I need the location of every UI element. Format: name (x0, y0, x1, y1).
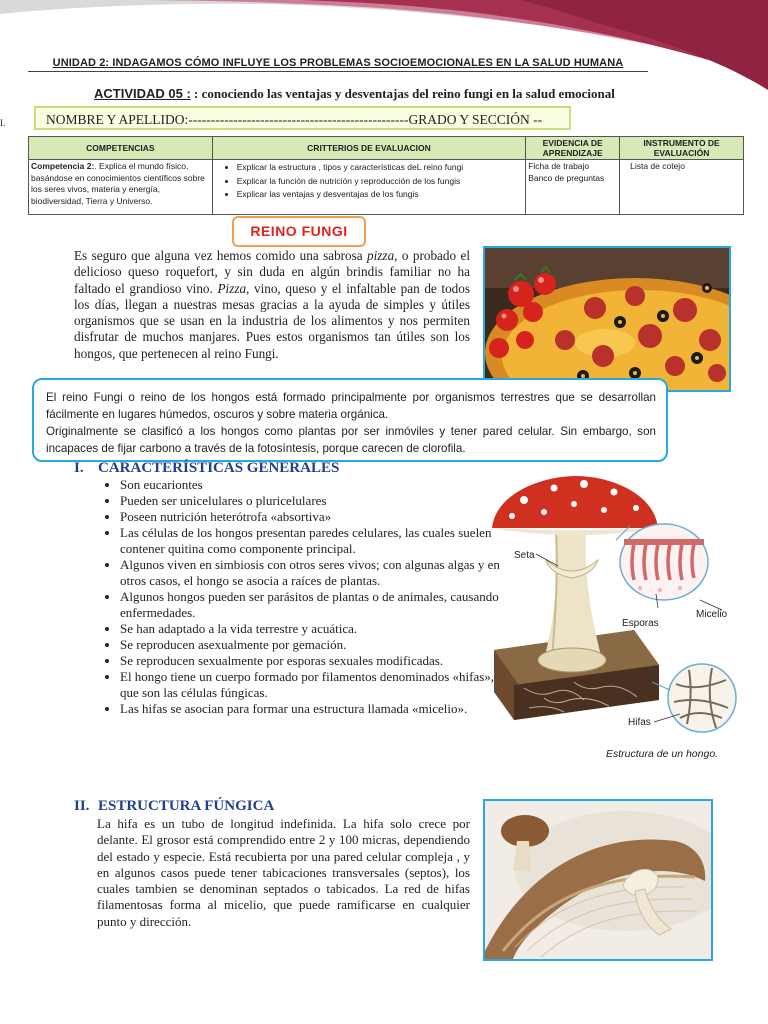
list-item: • Las hifas se asocian para formar una estructura llamada «micelio». (120, 701, 500, 717)
instrumento-value: Lista de cotejo (630, 161, 685, 171)
name-grade-field[interactable]: NOMBRE Y APELLIDO:-------------------------------------------------GRADO Y SECCIÓN -- (34, 106, 571, 130)
intro-italic-2: Pizza (217, 280, 247, 296)
definition-box (32, 378, 668, 462)
competencies-table (28, 136, 744, 215)
activity-heading (94, 86, 615, 102)
unit-title: UNIDAD 2: INDAGAMOS CÓMO INFLUYE LOS PROBLEMAS SOCIOEMOCIONALES EN LA SALUD HUMANA (52, 57, 624, 69)
header-banner (0, 0, 768, 100)
list-item: • Pueden ser unicelulares o pluricelulares (120, 493, 500, 509)
list-item: • Explicar la función de nutrición y reproducción de los fungis (237, 176, 523, 188)
list-item: • Poseen nutrición heterótrofa «absortiva» (120, 509, 500, 525)
criterios-cell (212, 160, 525, 215)
section-2-heading (74, 798, 274, 815)
label-seta: Seta (514, 550, 535, 561)
activity-label: ACTIVIDAD 05 : (94, 86, 191, 101)
label-hifas: Hifas (628, 717, 651, 728)
evidencia-cell (526, 160, 620, 215)
reino-fungi-title: REINO FUNGI (232, 216, 366, 247)
structure-paragraph: La hifa es un tubo de longitud indefinida. La hifa solo crece por delante. El grosor está comprendido entre 2 y 100 micras, dependiendo del estado y especie. Está recubierta por una pared celular compleja , y en algunos casos puede tener tabicaciones transversales (septos), los cuales tambien se denominan septados o tabicados. La red de hifas filamentosas forma al micelio, que puede ramificarse en cualquier punto y dirección. (97, 816, 470, 929)
figure-caption: Estructura de un hongo. (606, 748, 719, 760)
label-esporas: Esporas (622, 618, 659, 629)
table-row (29, 160, 744, 215)
list-item: • Se reproducen asexualmente por gemación. (120, 637, 500, 653)
list-item: • Explicar la estructura , tipos y características deL reino fungi (237, 162, 523, 174)
list-item: • Son eucariontes (120, 477, 500, 493)
section-1-title: CARACTERÍSTICAS GENERALES (98, 460, 340, 476)
table-header-row (29, 137, 744, 160)
characteristics-list (100, 477, 500, 717)
mushroom-photo (483, 799, 713, 961)
intro-paragraph (74, 248, 470, 362)
criterios-list (215, 162, 523, 201)
section-1-number: I. (74, 460, 84, 476)
activity-text: : conociendo las ventajas y desventajas del reino fungi en la salud emocional (194, 86, 615, 101)
definition-p1: El reino Fungi o reino de los hongos está formado principalmente por organismos terrestres que se desarrollan fácilmente en lugares húmedos, oscuros y sobre materia orgánica. (46, 391, 656, 421)
list-item: • Algunos hongos pueden ser parásitos de plantas o de animales, causando enfermedades. (120, 589, 500, 621)
list-item: • Se reproducen sexualmente por esporas sexuales modificadas. (120, 653, 500, 669)
competencia-cell (29, 160, 213, 215)
list-item: • Se han adaptado a la vida terrestre y acuática. (120, 621, 500, 637)
section-2-number: II. (74, 798, 90, 814)
list-item: • El hongo tiene un cuerpo formado por filamentos denominados «hifas», que son las células fúngicas. (120, 669, 500, 701)
intro-italic-1: pizza (367, 248, 395, 263)
instrumento-cell (620, 160, 744, 215)
list-item: • Las células de los hongos presentan paredes celulares, las cuales suelen contener quitina como componente principal. (120, 525, 500, 557)
margin-mark: I. (0, 118, 6, 128)
section-2-title: ESTRUCTURA FÚNGICA (98, 798, 275, 814)
col-header-instrumento: INSTRUMENTO DE EVALUACIÓN (620, 137, 744, 160)
pizza-image (483, 246, 731, 392)
col-header-evidencia: EVIDENCIA DE APRENDIZAJE (526, 137, 620, 160)
fungus-structure-figure (484, 470, 740, 770)
intro-text-3: , vino, queso y el infaltable pan de todos los días, llegan a nuestras mesas gracias a la ayuda de simples y útiles organismos que se usan en la industria de los alimentos y nos permiten disfrutar de muchos manjares. Pues estos organismos tan útiles son los hongos, que pertenecen al reino Fungi. (74, 280, 470, 361)
section-1-heading (74, 460, 339, 477)
intro-text-2: , o probado el delicioso queso roquefort, y sin duda en algún brindis familiar no ha faltado el grandioso vino. (74, 248, 471, 296)
competencia-label: Competencia 2: (31, 161, 95, 171)
intro-text-1: Es seguro que alguna vez hemos comido una sabrosa (74, 248, 368, 263)
list-item: • Explicar las ventajas y desventajas de los fungis (237, 189, 523, 201)
evidencia-item: Banco de preguntas (528, 172, 605, 183)
unit-title-rule (28, 71, 648, 72)
col-header-criterios: CRITTERIOS DE EVALUACION (212, 137, 525, 160)
competencia-text: . Explica el mundo físico, basándose en conocimientos científicos sobre los seres vivos, materia y energía, biodiversidad, Tierra y Universo. (31, 161, 205, 206)
definition-p2: Originalmente se clasificó a los hongos como plantas por ser inmóviles y tener pared celular. Sin embargo, son incapaces de fijar carbono a través de la fotosíntesis, porque carecen de clorofila. (46, 425, 656, 455)
col-header-competencias: COMPETENCIAS (29, 137, 213, 160)
evidencia-item: Ficha de trabajo (528, 161, 590, 171)
list-item: • Algunos viven en simbiosis con otros seres vivos; con algunas algas y en otros casos, el hongo se asocia a raíces de plantas. (120, 557, 500, 589)
label-micelio: Micelio (696, 609, 728, 620)
